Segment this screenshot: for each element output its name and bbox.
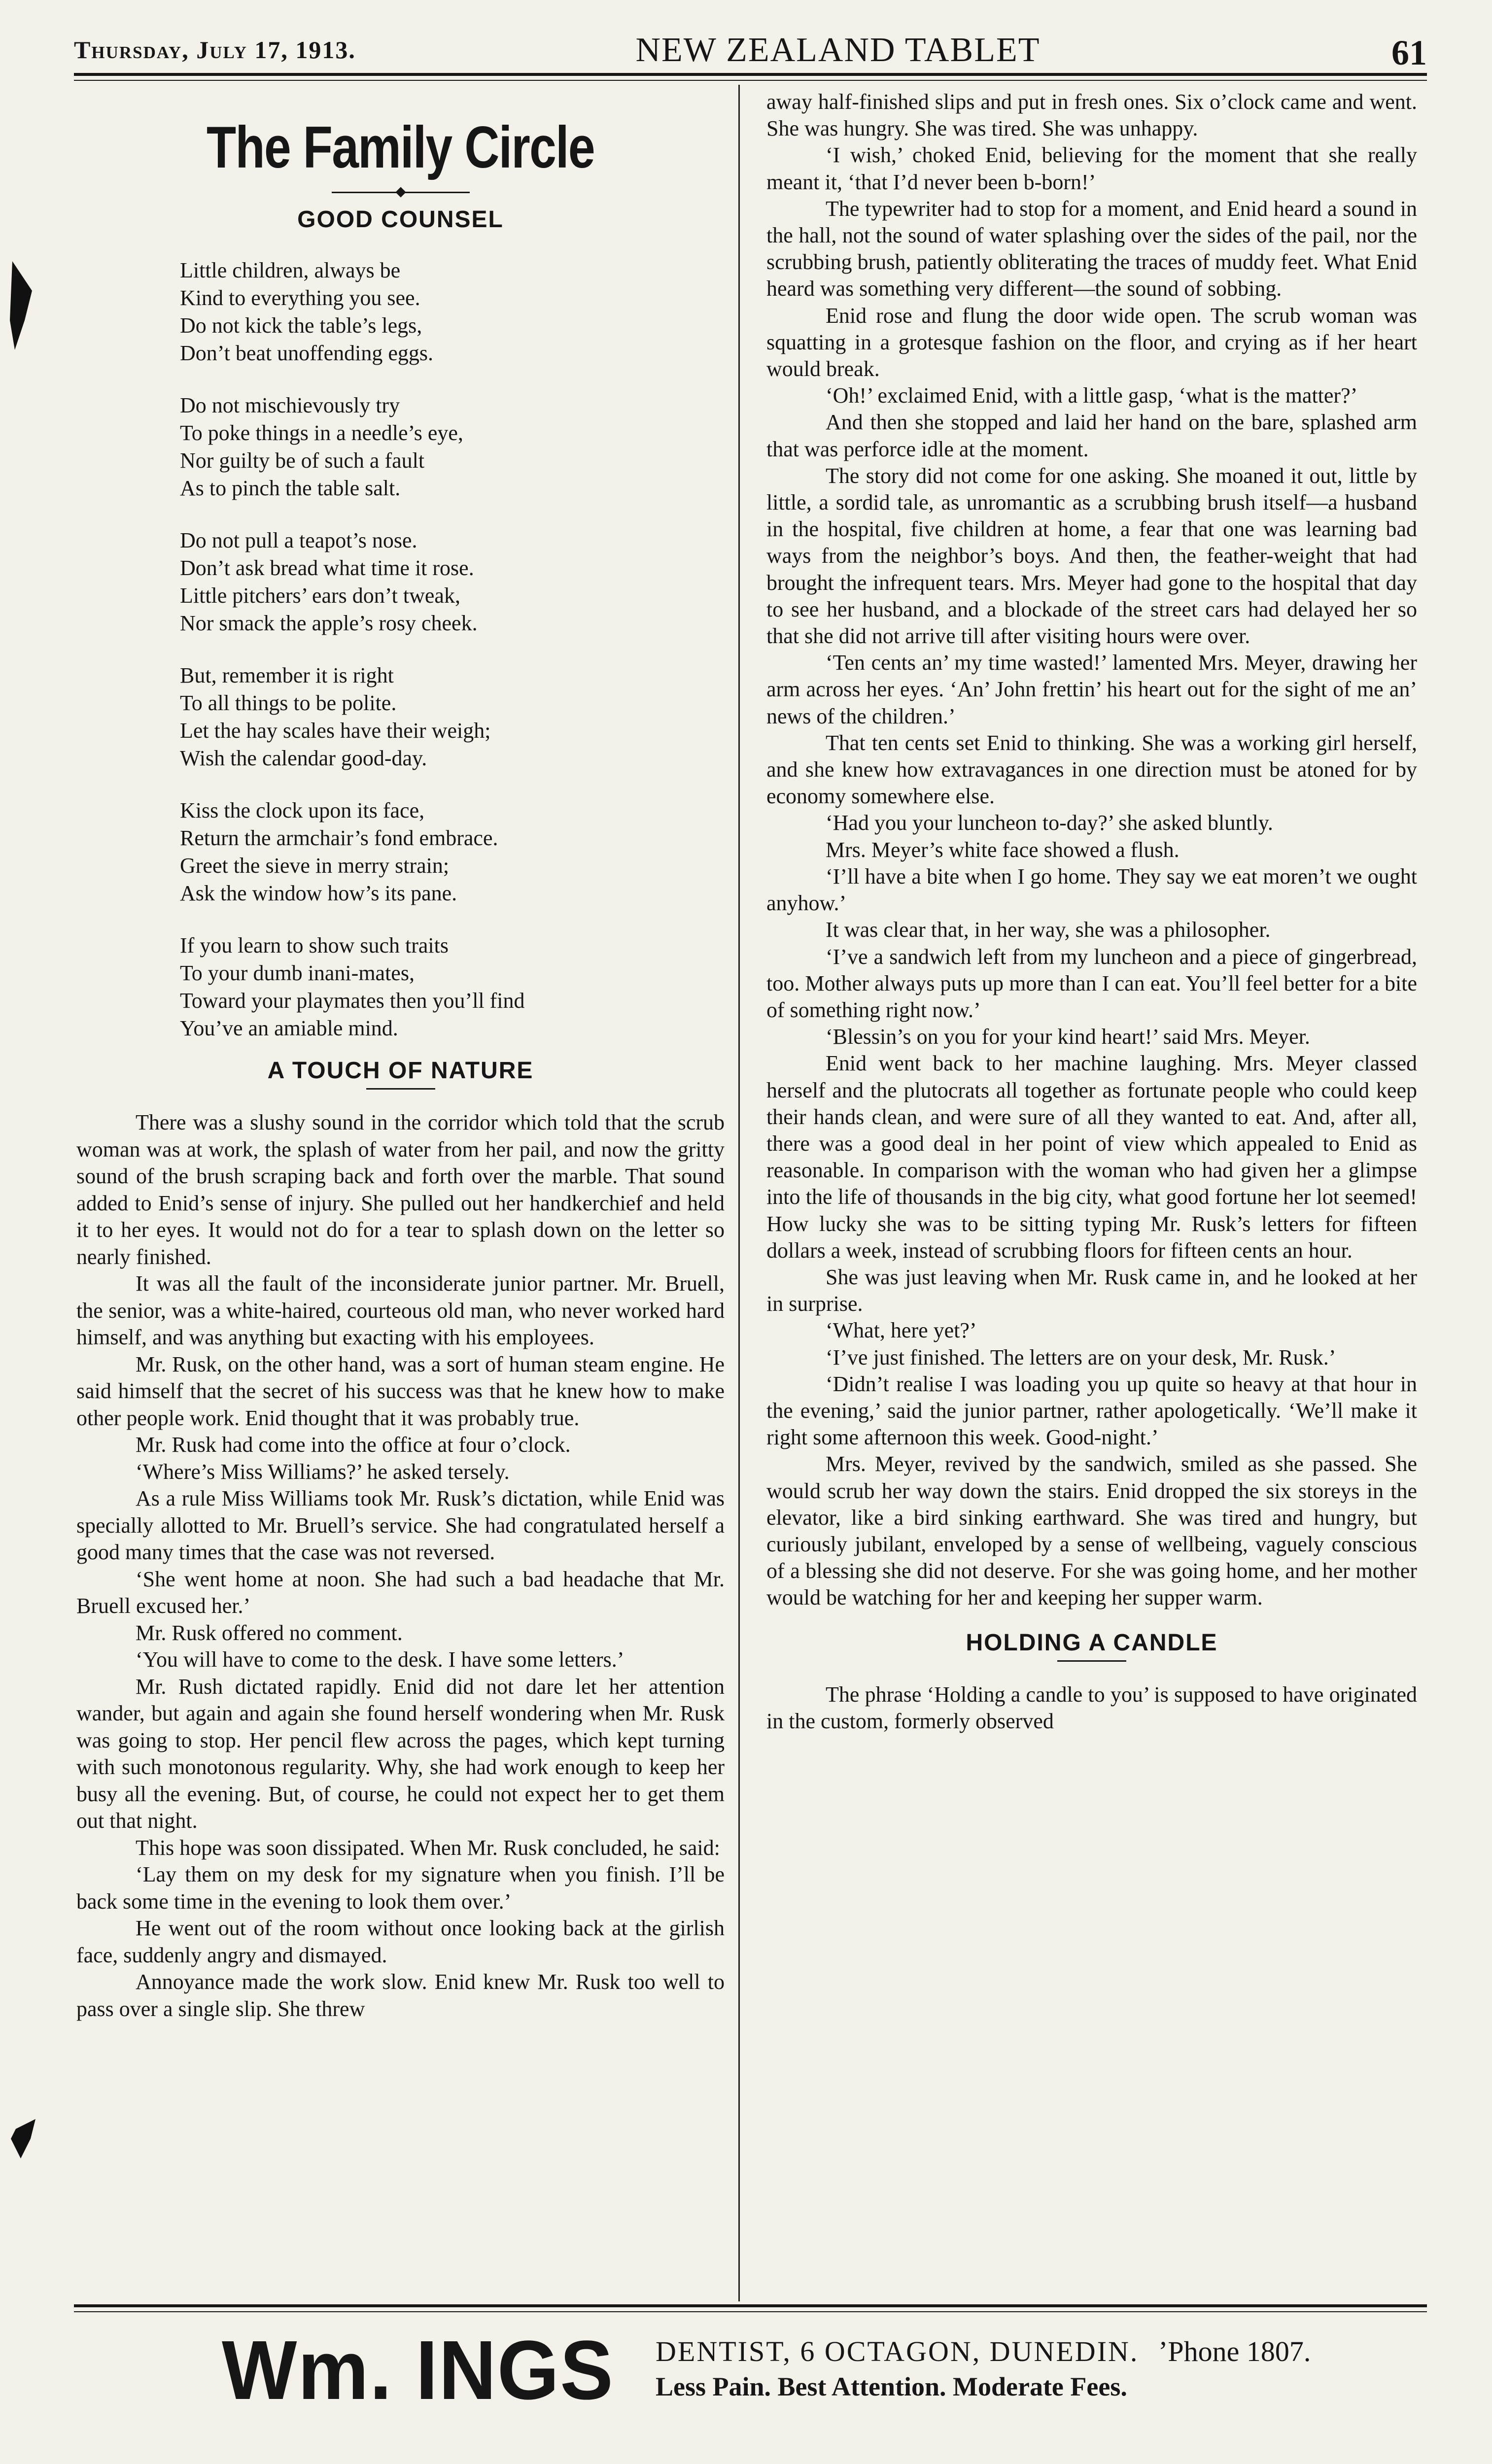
binding-mark-icon xyxy=(10,261,39,350)
poem-line: To your dumb inani-mates, xyxy=(180,961,415,985)
paragraph: ‘She went home at noon. She had such a bad headache that Mr. Bruell excused her.’ xyxy=(76,1567,725,1618)
poem-line: Little pitchers’ ears don’t tweak, xyxy=(180,583,460,608)
poem-stanza xyxy=(180,527,725,637)
paragraph: The story did not come for one asking. She moaned it out, little by little, a sordid tale, as unromantic as a scrubbing brush itself—a husband in the hospital, five children at home, a fear that one was learning bad ways from the neighbor’s boys. And then, the feather-weight that had brought the infrequent tears. Mrs. Meyer had gone to the hospital that day to see her husband, and a blockade of the street cars had delayed her so that she did not arrive till after visiting hours were over. xyxy=(766,463,1417,649)
paragraph: The typewriter had to stop for a moment, and Enid heard a sound in the hall, not the sound of water splashing over the sides of the pail, nor the scrubbing brush, patiently obliterating the traces of muddy feet. What Enid heard was something very different—the sound of sobbing. xyxy=(766,196,1417,301)
poem-line: Nor guilty be of such a fault xyxy=(180,448,425,473)
poem-stanza xyxy=(180,257,725,367)
poem-line: To all things to be polite. xyxy=(180,691,397,715)
poem-line: Kiss the clock upon its face, xyxy=(180,798,425,822)
touch-of-nature-continued xyxy=(766,89,1417,1611)
poem-stanza xyxy=(180,797,725,907)
holding-a-candle-heading: HOLDING A CANDLE xyxy=(966,1629,1218,1656)
paragraph: That ten cents set Enid to thinking. She was a working girl herself, and she knew how extravagances in one direction must be atoned for by economy somewhere else. xyxy=(766,730,1417,809)
paragraph: ‘Blessin’s on you for your kind heart!’ said Mrs. Meyer. xyxy=(826,1025,1310,1049)
paragraph: She was just leaving when Mr. Rusk came in, and he looked at her in surprise. xyxy=(766,1265,1417,1316)
left-column xyxy=(76,99,725,2022)
binding-mark-icon xyxy=(11,2119,40,2158)
poem-line: Don’t ask bread what time it rose. xyxy=(180,556,474,580)
paragraph: ‘Oh!’ exclaimed Enid, with a little gasp, ‘what is the matter?’ xyxy=(826,383,1358,408)
section-title: The Family Circle xyxy=(207,114,594,180)
paragraph: As a rule Miss Williams took Mr. Rusk’s dictation, while Enid was specially allotted to Mr. Bruell’s service. She had congratulated herself a good many times that the case was not reversed. xyxy=(76,1486,725,1564)
paragraph: Enid rose and flung the door wide open. The scrub woman was squatting in a grotesque fashion on the floor, and crying as if her heart would break. xyxy=(766,303,1417,381)
poem-stanza xyxy=(180,392,725,502)
poem-line: Greet the sieve in merry strain; xyxy=(180,854,450,878)
paragraph: And then she stopped and laid her hand on the bare, splashed arm that was perforce idle at the moment. xyxy=(766,410,1417,461)
poem-line: Ask the window how’s its pane. xyxy=(180,881,457,905)
poem-line: Wish the calendar good-day. xyxy=(180,746,427,770)
paragraph: ‘Ten cents an’ my time wasted!’ lamented Mrs. Meyer, drawing her arm across her eyes. ‘An’ John frettin’ his heart out for the sight of me an’ news of the children.’ xyxy=(766,650,1417,728)
poem-line: Do not pull a teapot’s nose. xyxy=(180,528,417,552)
poem-stanza xyxy=(180,932,725,1042)
paragraph: There was a slushy sound in the corridor which told that the scrub woman was at work, the splash of water from her pail, and now the gritty sound of the brush scraping back and forth over the marble. That sound added to Enid’s sense of injury. She pulled out her handkerchief and held it to her eyes. It would not do for a tear to splash down on the letter so nearly finished. xyxy=(76,1110,725,1269)
good-counsel-poem xyxy=(180,257,725,1042)
paragraph: It was clear that, in her way, she was a philosopher. xyxy=(826,918,1271,942)
paragraph: Enid went back to her machine laughing. Mrs. Meyer classed herself and the plutocrats all together as fortunate people who could keep their hands clean, and were sure of all they wanted to eat. And, after all, there was a good deal in her point of view which appealed to Enid as reasonable. In comparison with the woman who had given her a glimpse into the life of thousands in the big city, what good fortune her lot seemed! How lucky she was to be sitting typing Mr. Rusk’s letters for fifteen dollars a week, instead of scrubbing floors for fifteen cents an hour. xyxy=(766,1051,1417,1263)
ornament-divider xyxy=(332,187,470,197)
masthead-rule-thin xyxy=(74,80,1427,81)
poem-stanza xyxy=(180,662,725,772)
advertiser-address: DENTIST, 6 OCTAGON, DUNEDIN. xyxy=(656,2335,1139,2367)
paragraph: Annoyance made the work slow. Enid knew Mr. Rusk too well to pass over a single slip. She threw xyxy=(76,1970,725,2021)
paragraph: It was all the fault of the inconsiderate junior partner. Mr. Bruell, the senior, was a white-haired, courteous old man, who never worked hard himself, and was anything but exacting with his employees. xyxy=(76,1271,725,1349)
column-divider xyxy=(738,85,740,2301)
advertiser-name: Wm. INGS xyxy=(222,2324,614,2417)
paragraph: ‘I’ve a sandwich left from my luncheon and a piece of gingerbread, too. Mother always puts up more than I can eat. You’ll feel better for a bite of something right now.’ xyxy=(766,944,1417,1022)
poem-line: If you learn to show such traits xyxy=(180,933,449,958)
paragraph: The phrase ‘Holding a candle to you’ is supposed to have originated in the custom, formerly observed xyxy=(766,1682,1417,1733)
poem-line: Kind to everything you see. xyxy=(180,286,420,310)
poem-line: Little children, always be xyxy=(180,258,401,282)
paragraph: ‘Lay them on my desk for my signature when you finish. I’ll be back some time in the evening to look them over.’ xyxy=(76,1862,725,1914)
advertiser-phone: ’Phone 1807. xyxy=(1158,2335,1311,2367)
touch-of-nature-heading: A TOUCH OF NATURE xyxy=(267,1058,534,1084)
poem-line: You’ve an amiable mind. xyxy=(180,1016,398,1040)
page-number: 61 xyxy=(1391,33,1427,72)
footer-rule-thin xyxy=(74,2311,1427,2312)
poem-line: But, remember it is right xyxy=(180,663,394,687)
paragraph: ‘I wish,’ choked Enid, believing for the moment that she really meant it, ‘that I’d never been b-born!’ xyxy=(766,143,1417,194)
dentist-advertisement xyxy=(74,2322,1427,2445)
newspaper-title: NEW ZEALAND TABLET xyxy=(635,31,1041,69)
poem-line: Do not mischievously try xyxy=(180,393,400,417)
paragraph: ‘Where’s Miss Williams?’ he asked tersely. xyxy=(136,1459,510,1484)
poem-line: Don’t beat unoffending eggs. xyxy=(180,341,434,365)
poem-line: Let the hay scales have their weigh; xyxy=(180,719,491,743)
issue-date: Thursday, July 17, 1913. xyxy=(74,36,356,64)
poem-line: Do not kick the table’s legs, xyxy=(180,313,422,338)
masthead-rule-thick xyxy=(74,73,1427,76)
right-column xyxy=(766,89,1417,1735)
poem-line: To poke things in a needle’s eye, xyxy=(180,421,463,445)
paragraph: He went out of the room without once looking back at the girlish face, suddenly angry and dismayed. xyxy=(76,1916,725,1967)
holding-a-candle-text xyxy=(766,1681,1417,1735)
paragraph: ‘I’ll have a bite when I go home. They say we eat moren’t we ought anyhow.’ xyxy=(766,864,1417,916)
touch-of-nature-text xyxy=(76,1109,725,2022)
poem-line: Return the armchair’s fond embrace. xyxy=(180,826,498,850)
advertiser-slogan: Less Pain. Best Attention. Moderate Fees. xyxy=(656,2372,1127,2401)
paragraph: Mrs. Meyer’s white face showed a flush. xyxy=(826,837,1180,862)
paragraph: Mr. Rush dictated rapidly. Enid did not dare let her attention wander, but again and again she found herself wondering when Mr. Rusk was going to stop. Her pencil flew across the pages, which kept turning with such monotonous regularity. Why, she had work enough to keep her busy all the evening. But, of course, he could not expect her to get them out that night. xyxy=(76,1674,725,1833)
paragraph: ‘Didn’t realise I was loading you up quite so heavy at that hour in the evening,’ said the junior partner, rather apologetically. ‘We’ll make it right some afternoon this week. Good-night.’ xyxy=(766,1371,1417,1450)
paragraph: This hope was soon dissipated. When Mr. Rusk concluded, he said: xyxy=(136,1835,720,1860)
paragraph: Mrs. Meyer, revived by the sandwich, smiled as she passed. She would scrub her way down the stairs. Enid dropped the six storeys in the elevator, like a bird sinking earthward. She was tired and hungry, but curiously jubilant, enveloped by a sense of wellbeing, vaguely conscious of a blessing she did not deserve. For she was going home, and her mother would be watching for her and keeping her supper warm. xyxy=(766,1452,1417,1610)
masthead xyxy=(74,31,1427,70)
paragraph: ‘You will have to come to the desk. I have some letters.’ xyxy=(136,1647,625,1672)
paragraph: Mr. Rusk, on the other hand, was a sort of human steam engine. He said himself that the secret of his success was that he knew how to make other people work. Enid thought that it was probably true. xyxy=(76,1352,725,1430)
paragraph: away half-finished slips and put in fresh ones. Six o’clock came and went. She was hungry. She was tired. She was unhappy. xyxy=(766,90,1417,141)
good-counsel-heading: GOOD COUNSEL xyxy=(297,206,504,233)
paragraph: ‘What, here yet?’ xyxy=(826,1318,977,1343)
poem-line: As to pinch the table salt. xyxy=(180,476,401,500)
heading-rule xyxy=(366,1088,435,1090)
footer-rule-thick xyxy=(74,2304,1427,2307)
paragraph: Mr. Rusk had come into the office at four o’clock. xyxy=(136,1433,571,1457)
paragraph: Mr. Rusk offered no comment. xyxy=(136,1620,403,1645)
paragraph: ‘I’ve just finished. The letters are on your desk, Mr. Rusk.’ xyxy=(826,1345,1336,1369)
poem-line: Nor smack the apple’s rosy cheek. xyxy=(180,611,478,635)
heading-rule xyxy=(1057,1660,1126,1662)
paragraph: ‘Had you your luncheon to-day?’ she asked bluntly. xyxy=(826,811,1273,835)
poem-line: Toward your playmates then you’ll find xyxy=(180,989,525,1013)
